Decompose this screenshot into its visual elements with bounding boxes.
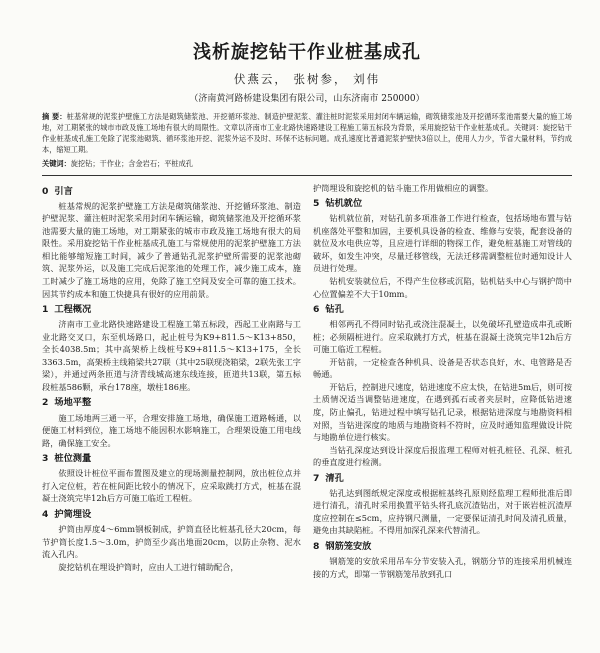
- paragraph: 当钻孔深度达到设计深度后报监理工程师对桩孔桩径、孔深、桩孔的垂直度进行检测。: [313, 444, 572, 468]
- paragraph: 钻孔达到图纸规定深度或根据桩基终孔原则经监理工程师批准后即进行清孔，清孔时采用换置平钻头将孔底沉渣钻出，对于嵌岩桩沉渣厚度应控制在≤5cm，应持钢尺测量，一定要保证清孔时间及清孔质量，避免由其缺陷桩。不得用加深孔深来代替清孔。: [313, 487, 572, 536]
- body-columns: [42, 182, 572, 581]
- section-heading: 5 钻机就位: [313, 198, 363, 210]
- keywords: [42, 159, 572, 169]
- authors: 伏燕云， 张树参， 刘伟: [233, 72, 381, 86]
- paragraph: 钢筋笼的安放采用吊车分节安装入孔，钢筋分节的连接采用机械连接的方式，即第一节钢筋笼吊放到孔口: [313, 556, 572, 579]
- paragraph: 开钻后，控制进尺速度，钻进速度不应太快，在钻进5m后，则可按土质情况适当调整钻进速度，在遇到孤石或者夹层时，应降低钻进速度，防止偏孔，钻进过程中填写钻孔记录，根据钻进深度与地勘资料相对照，当钻进深度的地质与地勘资料不符时，应及时通知监理做设计院与地勘单位进行核实。: [313, 381, 572, 443]
- left-column: [42, 182, 301, 581]
- abstract: [42, 111, 572, 156]
- section-heading: 6 钻孔: [313, 304, 344, 316]
- divider: [42, 175, 572, 176]
- section-heading: 2 场地平整: [42, 397, 92, 409]
- paragraph: 桩基常规的泥浆护壁施工方法是砌筑储浆池、开挖循环浆池、制造护壁泥浆、灌注桩时泥浆采用封闭车辆运输，砌筑储浆池及开挖循环浆池需要大量的施工场地，对工期紧张的城市市政及施工场地有很大的局限性。采用旋挖钻干作业桩基成孔施工与常规使用的泥浆护壁施工方法相比能够缩短施工时间，减少了普通钻孔泥浆护壁所需要的泥浆池砌筑、泥浆外运，以及施工完成后泥浆池的处理工作，减少施工成本，施工时减少了施工场地的应用，免除了施工空间及安全可靠的施工技术。因其节约成本和施工快捷具有很好的应用前景。: [42, 200, 301, 299]
- keywords-text: 旋挖钻；干作业；含金岩石；平桩成孔: [70, 158, 193, 168]
- paragraph: 旋挖钻机在埋设护筒时，应由人工进行辅助配合，: [58, 561, 239, 572]
- paragraph: 护筒埋设和旋挖机的钻斗施工作用做相应的调整。: [313, 182, 494, 193]
- section-heading: 7 清孔: [313, 472, 344, 484]
- section-heading: 8 钢筋笼安放: [313, 540, 372, 552]
- paragraph: 施工场地两三通一平，合理安排施工场地，确保施工道路畅通，以便施工材料到位，施工场地不能因积水影响施工，合理架设施工用电线路，确保施工安全。: [42, 412, 301, 448]
- section-heading: 3 桩位测量: [42, 453, 92, 465]
- paragraph: 依照设计桩位平面布置图及建立的现场测量控制网，放出桩位点并打入定位桩，若在桩间距比较小的情况下，应采取跳打方式，桩基在混凝土浇筑完毕12h后方可施工临近工程桩。: [42, 468, 301, 504]
- paper-title: 浅析旋挖钻干作业桩基成孔: [193, 42, 421, 63]
- abstract-label: 摘 要：: [42, 112, 67, 121]
- paragraph: 相邻两孔不得同时钻孔或浇注混凝土，以免破坏孔壁造成串孔或断桩；必须隔桩进行。应采取跳打方式，桩基在混凝土浇筑完毕12h后方可施工临近工程桩。: [313, 319, 572, 355]
- paragraph: 护筒由厚度4～6mm钢板制成，护筒直径比桩基孔径大20cm，每节护筒长度1.5～3.0m，护筒至少高出地面20cm，以防止杂物、泥水流入孔内。: [42, 523, 301, 560]
- paragraph: 钻机安装就位后，不得产生位移或沉陷，钻机钻头中心与钢护筒中心位置偏差不大于10mm。: [313, 275, 572, 299]
- section-heading: 1 工程概况: [42, 304, 92, 316]
- affiliation: （济南黄河路桥建设集团有限公司，山东济南市 250000）: [189, 94, 425, 104]
- section-heading: 4 护筒埋设: [42, 508, 92, 520]
- right-column: [313, 182, 572, 581]
- paragraph: 济南市工业北路快速路建设工程施工第五标段，西起工业南路与工业北路交叉口，东至机场路口，起止桩号为K9+811.5～K13+850，全长4038.5m；其中高架桥上线桩号K9+811.5～K13+175，全长3363.5m，高架桥主线箱梁共27联（其中25联现浇箱梁，2联先张工字梁），并通过两条匝道与济青线城高速东线连接，匝道共13联，第五标段桩基586颗，承台178座，墩柱186座。: [42, 319, 301, 392]
- paragraph: 钻机就位前，对钻孔前多项准备工作进行检查，包括场地布置与钻机座落处平整和加固，主要机具设备的检查、维修与安装，配套设备的就位及水电供应等，且应进行详细的物探工作，避免桩基施工对管线的破坏，如发生冲突，尽量迁移管线，无法迁移需调整桩位时通知设计人员进行处理。: [313, 213, 572, 274]
- abstract-text: 桩基常规的泥浆护壁施工方法是砌筑储浆池、开挖循环浆池、制造护壁泥浆、灌注桩时泥浆采用封闭车辆运输，砌筑储浆池及开挖循环浆池需要大量的施工场地，对工期紧张的城市市政及施工场地有很大的局限性。文章以济南市工业北路快速路建设工程施工第五标段为背景，采用旋挖钻干作业桩基成孔。关键词：旋挖钻干作业桩基成孔施工免除了泥浆池砌筑、循环浆池开挖、泥浆外运不及时、环保不达标问题。成孔速度比普通泥浆护壁快3倍以上，使用人力少，节省大量材料，节约成本，缩短工期。: [42, 112, 572, 155]
- paragraph: 开钻前，一定检查各种机具、设备是否状态良好，水、电管路是否畅通。: [313, 356, 572, 380]
- section-heading: 0 引言: [42, 185, 73, 197]
- keywords-label: 关键词：: [42, 158, 71, 168]
